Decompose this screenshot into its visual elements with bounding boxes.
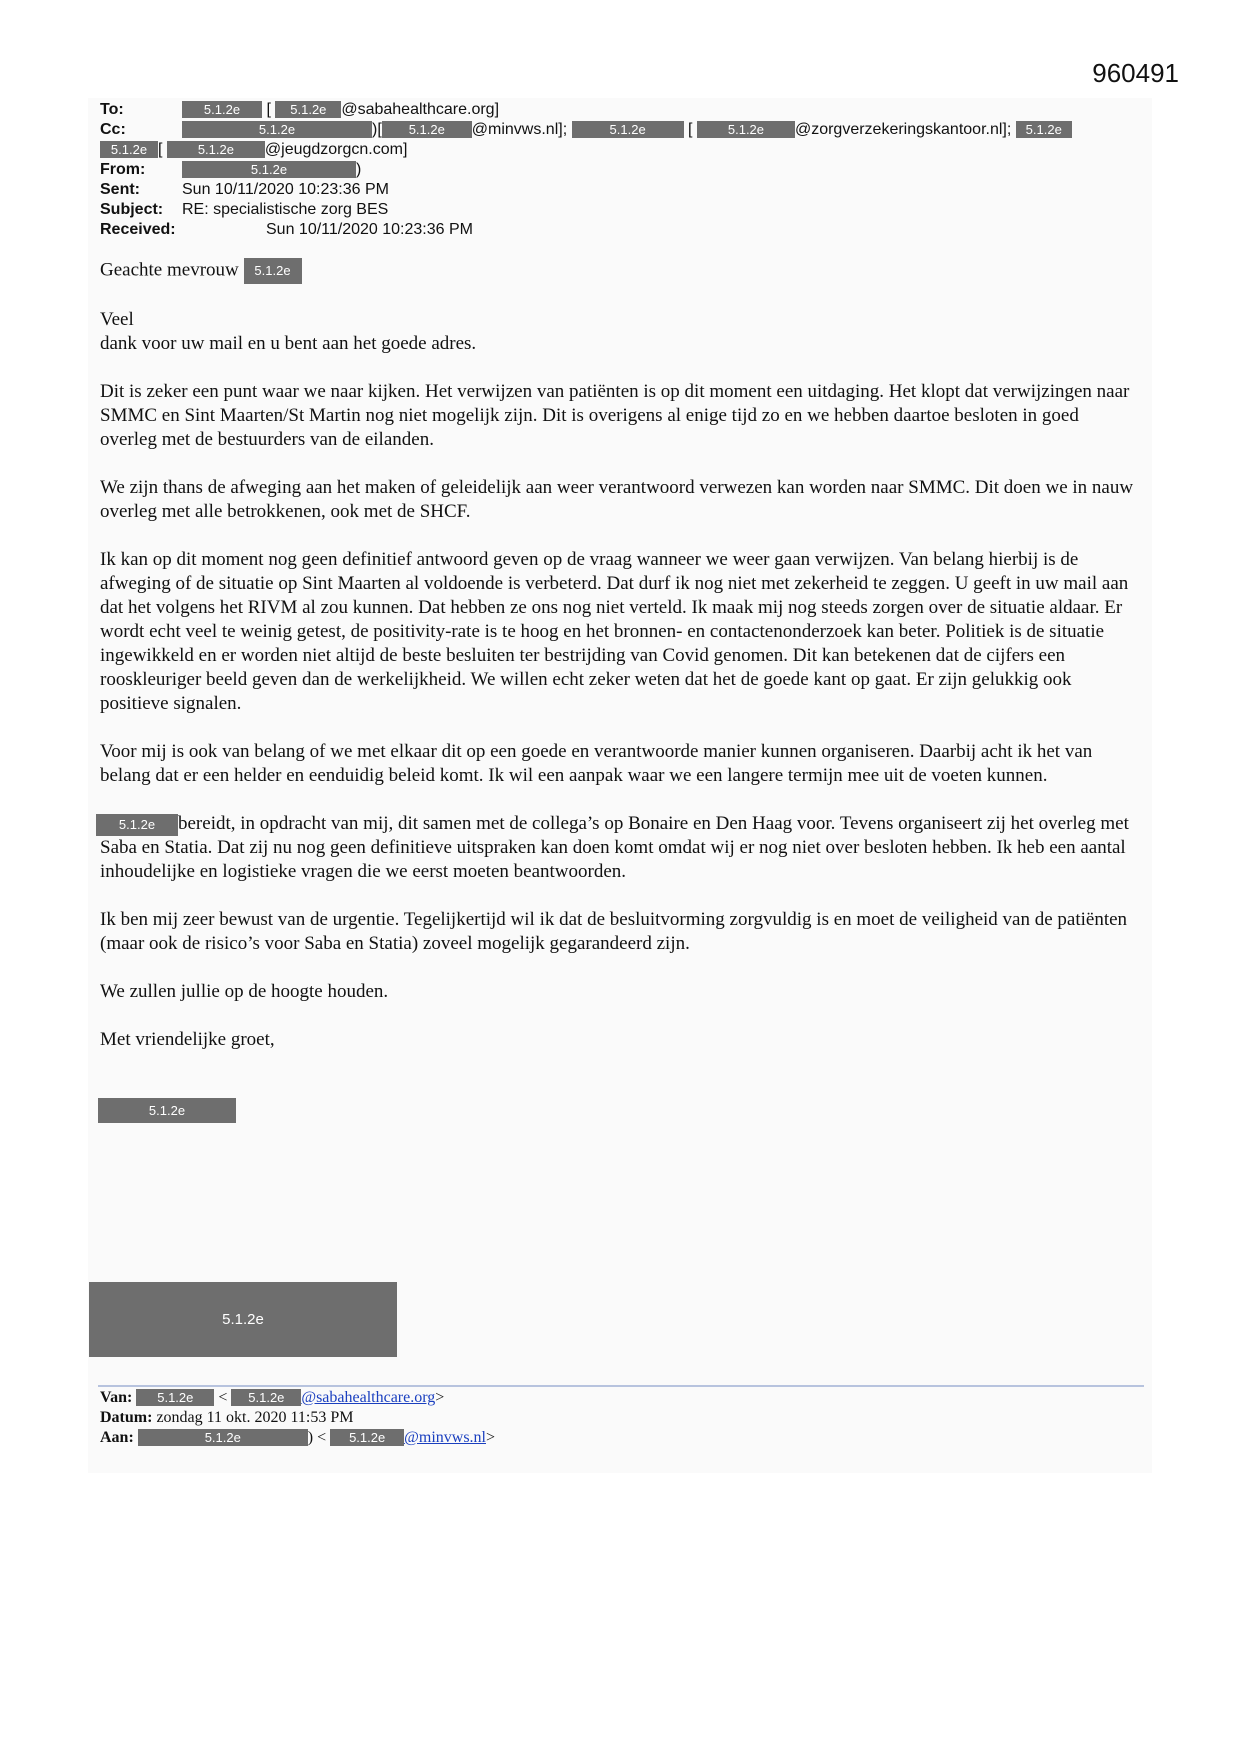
aan-email-link[interactable]: @minvws.nl <box>404 1429 486 1446</box>
datum-row <box>100 1408 495 1428</box>
paragraph-2: Dit is zeker een punt waar we naar kijken. Het verwijzen van patiënten is op dit moment een uitdaging. Het klopt dat verwijzingen naar SMMC en Sint Maarten/St Martin nog niet mogelijk zijn. Dit is overigens al enige tijd zo en we hebben daartoe besloten in goed overleg met de bestuurders van de eilanden. <box>100 381 1130 450</box>
to-row: To: 5.1.2e [ 5.1.2e @sabahealthcare.org] <box>100 101 500 118</box>
from-row: From: 5.1.2e ) <box>100 161 362 178</box>
cc-row-2: 5.1.2e [ 5.1.2e @jeugdzorgcn.com] <box>100 140 1072 160</box>
redaction: 5.1.2e <box>182 161 356 178</box>
paragraph-4: Ik kan op dit moment nog geen definitief antwoord geven op de vraag wanneer we weer gaan verwijzen. Van belang hierbij is de afweging of de situatie op Sint Maarten al voldoende is verbeterd. Dat durf ik nog niet met zekerheid te zeggen. U geeft in uw mail aan dat het volgens het RIVM al zou kunnen. Dat hebben ze ons nog niet verteld. Ik maak mij nog steeds zorgen over de situatie aldaar. Er wordt echt veel te weinig getest, de positivity-rate is te hoog en het bronnen- en contactenonderzoek kan beter. Politiek is de situatie ingewikkeld en er worden niet altijd de beste besluiten ter bestrijding van Covid genomen. Dit kan betekenen dat de cijfers een rooskleuriger beeld geven dan de werkelijkheid. We willen echt zeker weten dat het de goede kant op gaat. Er zijn gelukkig ook positieve signalen. <box>100 549 1129 714</box>
redaction: 5.1.2e <box>1016 121 1072 138</box>
from-label: From: <box>100 161 146 178</box>
sent-value: Sun 10/11/2020 10:23:36 PM <box>182 181 389 198</box>
document-id: 960491 <box>1092 58 1179 88</box>
datum-value: zondag 11 okt. 2020 11:53 PM <box>156 1409 354 1426</box>
subject-row <box>100 200 1072 220</box>
received-row <box>100 220 1072 240</box>
paragraph-text: bereidt, in opdracht van mij, dit samen met de collega’s op Bonaire en Den Haag voor. Tevens organiseert zij het overleg met Saba en Statia. Dat zij nu nog geen definitieve uitspraken kan doen komt omdat wij er nog niet over besloten hebben. Ik heb een aantal inhoudelijke en logistieke vragen die we eerst moeten beantwoorden. <box>100 813 1129 882</box>
aan-label: Aan: <box>100 1429 134 1446</box>
paragraph-6 <box>100 812 1140 884</box>
paragraph-1 <box>100 308 1140 356</box>
cc-row: Cc: 5.1.2e )[ 5.1.2e @minvws.nl]; 5.1.2e [ 5.1.2e @zorgverzekeringskantoor.nl]; 5.1.2e <box>100 120 1072 140</box>
paragraph-8: We zullen jullie op de hoogte houden. <box>100 981 389 1002</box>
paragraph-text: Veel <box>100 309 134 330</box>
subject-label: Subject: <box>100 201 164 218</box>
paragraph-3: We zijn thans de afweging aan het maken of geleidelijk aan weer verantwoord verwezen kan worden naar SMMC. Dit doen we in nauw overleg met alle betrokkenen, ook met de SHCF. <box>100 477 1134 522</box>
redaction: 5.1.2e <box>182 121 372 138</box>
signature-redaction: 5.1.2e <box>98 1098 236 1123</box>
datum-label: Datum: <box>100 1409 153 1426</box>
sent-label: Sent: <box>100 181 140 198</box>
quoted-divider <box>98 1385 1144 1387</box>
redaction: 5.1.2e <box>382 121 472 138</box>
received-label: Received: <box>100 221 176 238</box>
van-email-link[interactable]: @sabahealthcare.org <box>301 1389 436 1406</box>
van-label: Van: <box>100 1389 133 1406</box>
redaction: 5.1.2e <box>138 1429 308 1446</box>
received-value: Sun 10/11/2020 10:23:36 PM <box>266 221 473 238</box>
email-body <box>100 258 1140 1076</box>
to-label: To: <box>100 101 124 118</box>
redaction: 5.1.2e <box>182 101 262 118</box>
logo-redaction: 5.1.2e <box>89 1282 397 1357</box>
paragraph-text: dank voor uw mail en u bent aan het goede adres. <box>100 333 477 354</box>
greeting-text: Geachte mevrouw <box>100 259 239 281</box>
redaction: 5.1.2e <box>100 141 158 158</box>
email-header <box>100 100 1072 240</box>
cc-jeugd: @jeugdzorgcn.com] <box>264 141 408 158</box>
redaction: 5.1.2e <box>244 258 302 284</box>
paragraph-7: Ik ben mij zeer bewust van de urgentie. Tegelijkertijd wil ik dat de besluitvorming zorgvuldig is en moet de veiligheid van de patiënten (maar ook de risico’s voor Saba en Statia) zoveel mogelijk gegarandeerd zijn. <box>100 909 1128 954</box>
redaction: 5.1.2e <box>275 101 341 118</box>
van-row: Van: 5.1.2e < 5.1.2e @sabahealthcare.org> <box>100 1389 445 1406</box>
original-message-header <box>100 1388 495 1448</box>
redaction: 5.1.2e <box>167 141 265 158</box>
to-domain: @sabahealthcare.org] <box>341 101 500 118</box>
redaction: 5.1.2e <box>96 814 178 836</box>
redaction: 5.1.2e <box>697 121 795 138</box>
redaction: 5.1.2e <box>231 1389 301 1406</box>
closing: Met vriendelijke groet, <box>100 1029 275 1050</box>
paragraph-5: Voor mij is ook van belang of we met elkaar dit op een goede en verantwoorde manier kunnen organiseren. Daarbij acht ik het van belang dat er een helder en eenduidig beleid komt. Ik wil een aanpak waar we een langere termijn mee uit de voeten kunnen. <box>100 741 1093 786</box>
cc-minvws: @minvws.nl]; <box>471 121 568 138</box>
cc-zorg: @zorgverzekeringskantoor.nl]; <box>794 121 1012 138</box>
redaction: 5.1.2e <box>136 1389 214 1406</box>
aan-row: Aan: 5.1.2e ) < 5.1.2e @minvws.nl> <box>100 1429 496 1446</box>
redaction: 5.1.2e <box>572 121 684 138</box>
cc-label: Cc: <box>100 121 126 138</box>
sent-row <box>100 180 1072 200</box>
redaction: 5.1.2e <box>330 1429 404 1446</box>
subject-value: RE: specialistische zorg BES <box>182 201 389 218</box>
greeting <box>100 258 1140 284</box>
